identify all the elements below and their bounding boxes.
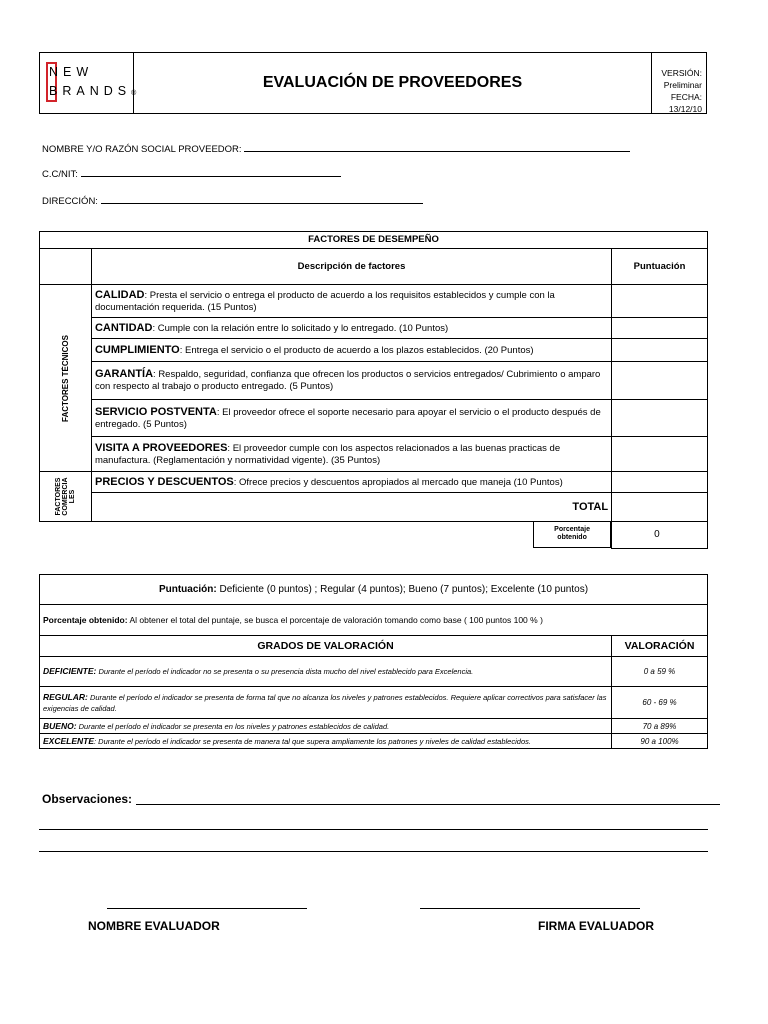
factor-precios-descuentos: PRECIOS Y DESCUENTOS: Ofrece precios y descuentos apropiados al mercado que maneja (10 Puntos): [91, 472, 611, 493]
grade-regular: REGULAR: Durante el período el indicador se presenta de forma tal que no alcanza los niveles y patrones establecidos. Requiere aplicar correctivos para satisfacer las exigencias de calidad.: [40, 687, 612, 719]
observaciones-line-1[interactable]: [136, 804, 720, 805]
score-calidad[interactable]: [612, 285, 708, 318]
score-visita-proveedores[interactable]: [612, 437, 708, 472]
factor-cumplimiento: CUMPLIMIENTO: Entrega el servicio o el producto de acuerdo a los plazos establecidos. (20 Puntos): [91, 339, 611, 362]
total-score[interactable]: [612, 493, 708, 522]
porcentaje-label: Porcentaje obtenido: [533, 522, 611, 548]
group-tecnicos: FACTORES TÉCNICOS: [40, 285, 92, 472]
score-cumplimiento[interactable]: [612, 339, 708, 362]
grados-header: GRADOS DE VALORACIÓN: [40, 636, 612, 657]
group-header-empty: [40, 249, 92, 285]
factors-title: FACTORES DE DESEMPEÑO: [40, 232, 708, 249]
col-score-header: Puntuación: [612, 249, 708, 285]
score-servicio-postventa[interactable]: [612, 400, 708, 437]
factor-garantia: GARANTÍA: Respaldo, seguridad, confianza que ofrecen los productos o servicios entregados/ Cubrimiento o amparo con respecto al trabajo o producto entregado. (5 Puntos): [91, 362, 611, 400]
grade-deficiente: DEFICIENTE: Durante el período el indicador no se presenta o su presencia dista mucho del nivel establecido para Excelencia.: [40, 657, 612, 687]
observaciones-label: Observaciones:: [42, 792, 133, 806]
date-text: FECHA: 13/12/10: [668, 92, 702, 114]
value-deficiente: 0 a 59 %: [612, 657, 708, 687]
nit-field[interactable]: [42, 168, 341, 180]
logo-line-new: NEW: [49, 65, 94, 79]
direccion-label: DIRECCIÓN:: [42, 196, 98, 207]
group-comerciales: FACTORES COMERCIA LES: [40, 472, 92, 522]
score-garantia[interactable]: [612, 362, 708, 400]
performance-factors-table: [39, 231, 708, 549]
observaciones-line-3[interactable]: [39, 851, 708, 852]
nit-blank[interactable]: [81, 168, 341, 177]
col-desc-header: Descripción de factores: [91, 249, 611, 285]
new-brands-logo: [46, 62, 137, 106]
nombre-label: NOMBRE Y/O RAZÓN SOCIAL PROVEEDOR:: [42, 144, 242, 155]
nombre-field[interactable]: [42, 143, 630, 155]
nombre-evaluador-label: NOMBRE EVALUADOR: [88, 919, 220, 933]
score-cantidad[interactable]: [612, 318, 708, 339]
total-label: TOTAL: [91, 493, 611, 522]
valuation-table: [39, 574, 708, 749]
grade-bueno: BUENO: Durante el período el indicador se presenta en los niveles y patrones establecidos de calidad.: [40, 719, 612, 734]
factor-servicio-postventa: SERVICIO POSTVENTA: El proveedor ofrece el soporte necesario para apoyar el servicio o el producto después de entregado. (5 Puntos): [91, 400, 611, 437]
porcentaje-row: Porcentaje obtenido: Al obtener el total del puntaje, se busca el porcentaje de valoración tomando como base ( 100 puntos 100 % ): [40, 605, 708, 636]
value-excelente: 90 a 100%: [612, 734, 708, 749]
document-header: [39, 52, 707, 114]
porcentaje-value: 0: [612, 522, 708, 549]
logo-cell: [40, 53, 137, 113]
valoracion-header: VALORACIÓN: [612, 636, 708, 657]
direccion-blank[interactable]: [101, 195, 423, 204]
version-info: [652, 53, 706, 113]
factor-cantidad: CANTIDAD: Cumple con la relación entre lo solicitado y lo entregado. (10 Puntos): [91, 318, 611, 339]
score-precios-descuentos[interactable]: [612, 472, 708, 493]
firma-evaluador-line[interactable]: [420, 908, 640, 909]
firma-evaluador-label: FIRMA EVALUADOR: [538, 919, 654, 933]
factor-calidad: CALIDAD: Presta el servicio o entrega el producto de acuerdo a los requisitos establecidos y cumple con la documentación requerida. (15 Puntos): [91, 285, 611, 318]
nombre-blank[interactable]: [244, 143, 630, 152]
puntuacion-row: Puntuación: Deficiente (0 puntos) ; Regular (4 puntos); Bueno (7 puntos); Excelente (10 puntos): [40, 575, 708, 605]
nombre-evaluador-line[interactable]: [107, 908, 307, 909]
page-title: EVALUACIÓN DE PROVEEDORES: [134, 53, 652, 113]
direccion-field[interactable]: [42, 195, 423, 207]
observaciones-line-2[interactable]: [39, 829, 708, 830]
logo-line-brands: BRANDS®: [49, 84, 137, 98]
nit-label: C.C/NIT:: [42, 169, 78, 180]
grade-excelente: EXCELENTE: Durante el período el indicador se presenta de manera tal que supera ampliamente los patrones y niveles de calidad establecidos.: [40, 734, 612, 749]
value-regular: 60 - 69 %: [612, 687, 708, 719]
version-text: VERSIÓN: Preliminar: [661, 68, 702, 90]
value-bueno: 70 a 89%: [612, 719, 708, 734]
factor-visita-proveedores: VISITA A PROVEEDORES: El proveedor cumple con los aspectos relacionados a las buenas practicas de manufactura. (Reglamentación y normatividad vigente). (35 Puntos): [91, 437, 611, 472]
